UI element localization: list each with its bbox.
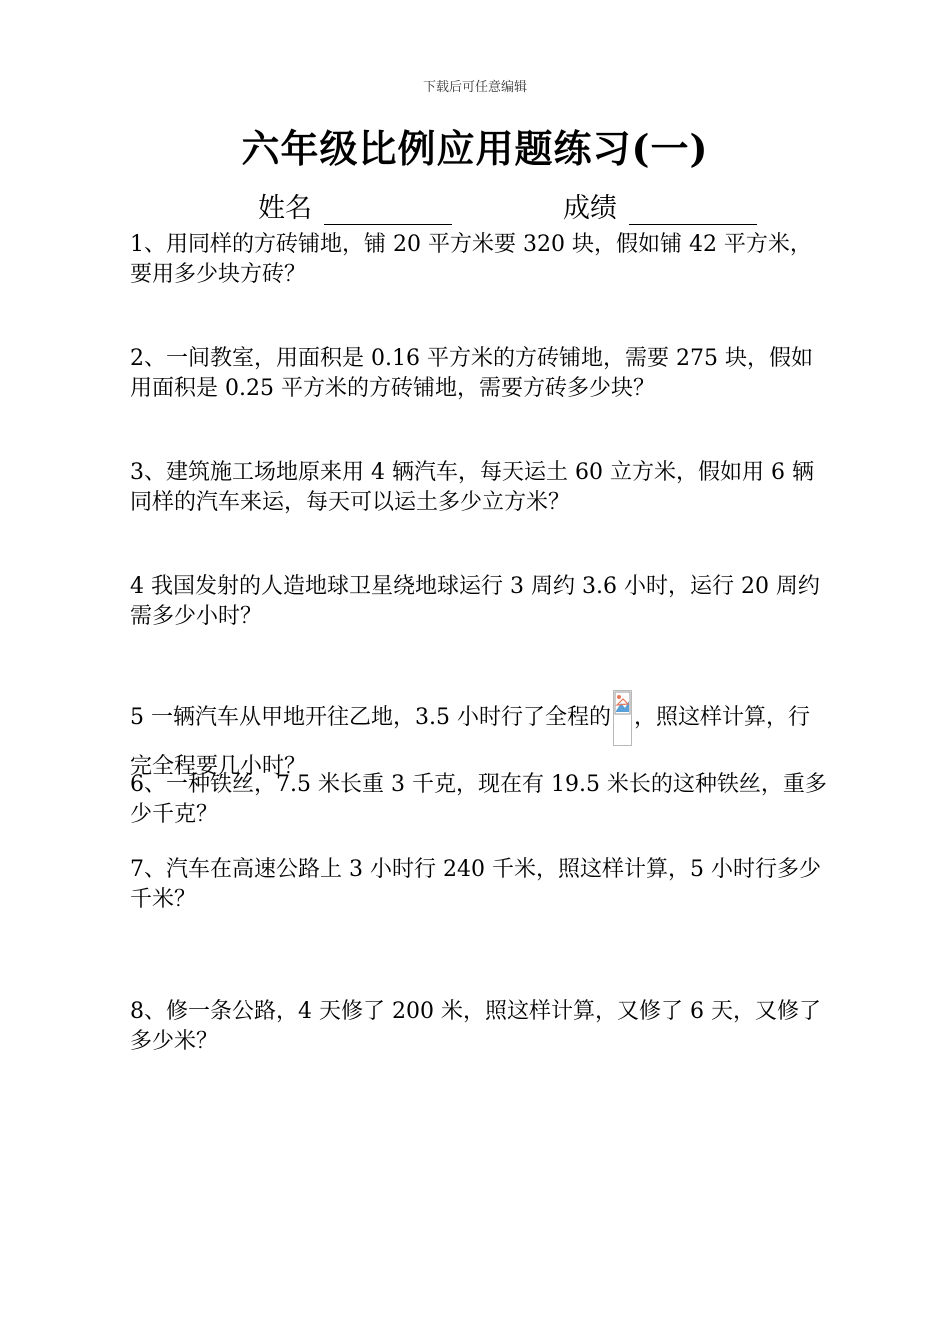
question-5-text-before: 5 一辆汽车从甲地开往乙地，3.5 小时行了全程的 [130,705,611,730]
question-7: 7、汽车在高速公路上 3 小时行 240 千米，照这样计算，5 小时行多少千米？ [130,857,821,912]
question-1: 1、用同样的方砖铺地，铺 20 平方米要 320 块，假如铺 42 平方米，要用多少块方砖？ [130,232,812,287]
score-field [563,186,757,225]
name-label: 姓名 [258,193,312,224]
question-8: 8、修一条公路，4 天修了 200 米，照这样计算，又修了 6 天，又修了多少米？ [130,999,821,1054]
page-title: 六年级比例应用题练习(一) [241,126,709,171]
score-label: 成绩 [563,193,617,224]
question-2: 2、一间教室，用面积是 0.16 平方米的方砖铺地，需要 275 块，假如用面积是 0.25 平方米的方砖铺地，需要方砖多少块？ [130,346,813,401]
name-field [258,186,452,225]
score-blank [629,196,757,225]
name-blank [324,196,452,225]
header-note: 下载后可任意编辑 [422,80,527,95]
question-3: 3、建筑施工场地原来用 4 辆汽车，每天运土 60 立方米，假如用 6 辆同样的汽车来运，每天可以运土多少立方米？ [130,460,814,515]
question-5-text-after: ，照这样计算，行完全程要几小时？ [130,705,810,779]
broken-image-icon [613,690,632,746]
question-6: 6、一种铁丝，7.5 米长重 3 千克，现在有 19.5 米长的这种铁丝，重多少千克？ [130,772,827,827]
student-info-row [0,186,950,222]
question-4: 4 我国发射的人造地球卫星绕地球运行 3 周约 3.6 小时，运行 20 周约需多少小时？ [130,574,820,629]
